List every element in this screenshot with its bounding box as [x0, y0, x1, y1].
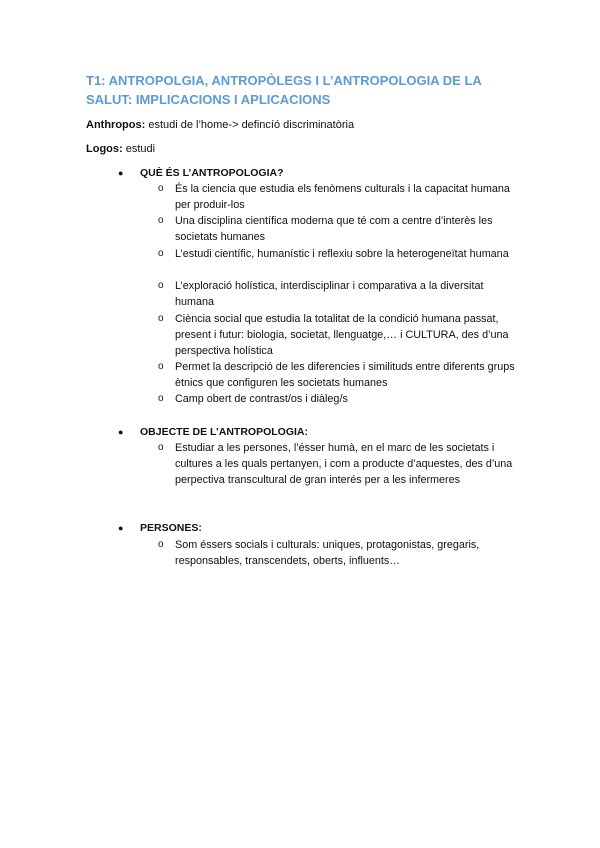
definition-anthropos — [86, 117, 354, 133]
sub-bullet-marker: o — [158, 442, 164, 453]
list-item: L’estudi científic, humanístic i reflexiu sobre la heterogeneïtat humana — [175, 248, 509, 260]
bullet-marker: ● — [118, 168, 124, 178]
list-item: Una disciplina científica moderna que té com a centre d’interès les societats humanes — [175, 215, 493, 243]
sub-bullet-marker: o — [158, 183, 164, 194]
document-title: T1: ANTROPOLGIA, ANTROPÒLEGS I L’ANTROPOLOGIA DE LA SALUT: IMPLICACIONS I APLICACIONS — [86, 73, 482, 107]
section-heading: PERSONES: — [140, 522, 202, 534]
sub-bullet-marker: o — [158, 539, 164, 550]
list-item: Camp obert de contrast/os i diàleg/s — [175, 393, 348, 405]
sub-bullet-marker: o — [158, 361, 164, 372]
definition-logos — [86, 141, 155, 157]
definition-text: estudi de l’home-> defincíó discriminatòria — [145, 119, 355, 131]
sub-bullet-marker: o — [158, 393, 164, 404]
sub-bullet-marker: o — [158, 313, 164, 324]
bullet-marker: ● — [118, 427, 124, 437]
list-item: Ciència social que estudia la totalitat de la condició humana passat, present i futur: biologia, societat, llenguatge,… i CULTURA, des d’una perspectiva holística — [175, 313, 509, 357]
section-heading: QUÈ ÉS L’ANTROPOLOGIA? — [140, 167, 284, 179]
definition-term: Anthropos: — [86, 119, 146, 131]
list-item: L’exploració holística, interdisciplinar i comparativa a la diversitat humana — [175, 280, 484, 308]
sub-bullet-marker: o — [158, 215, 164, 226]
sub-bullet-marker: o — [158, 248, 164, 259]
definition-text: estudi — [122, 143, 156, 155]
sub-bullet-marker: o — [158, 280, 164, 291]
bullet-marker: ● — [118, 523, 124, 533]
list-item: És la ciencia que estudia els fenòmens culturals i la capacitat humana per produir-los — [175, 183, 510, 211]
definition-term: Logos: — [86, 143, 123, 155]
section-heading: OBJECTE DE L’ANTROPOLOGIA: — [140, 426, 309, 438]
list-item: Som éssers socials i culturals: uniques, protagonistas, gregaris, responsables, transcendets, oberts, influents… — [175, 539, 480, 567]
list-item: Permet la descripció de les diferencies i similituds entre diferents grups ètnics que configuren les societats humanes — [175, 361, 515, 389]
list-item: Estudiar a les persones, l’ésser humà, en el marc de les societats i cultures a les quals pertanyen, i com a producte d’aquestes, des d’una perpectiva transcultural de gran interés per a les infermeres — [175, 442, 513, 486]
